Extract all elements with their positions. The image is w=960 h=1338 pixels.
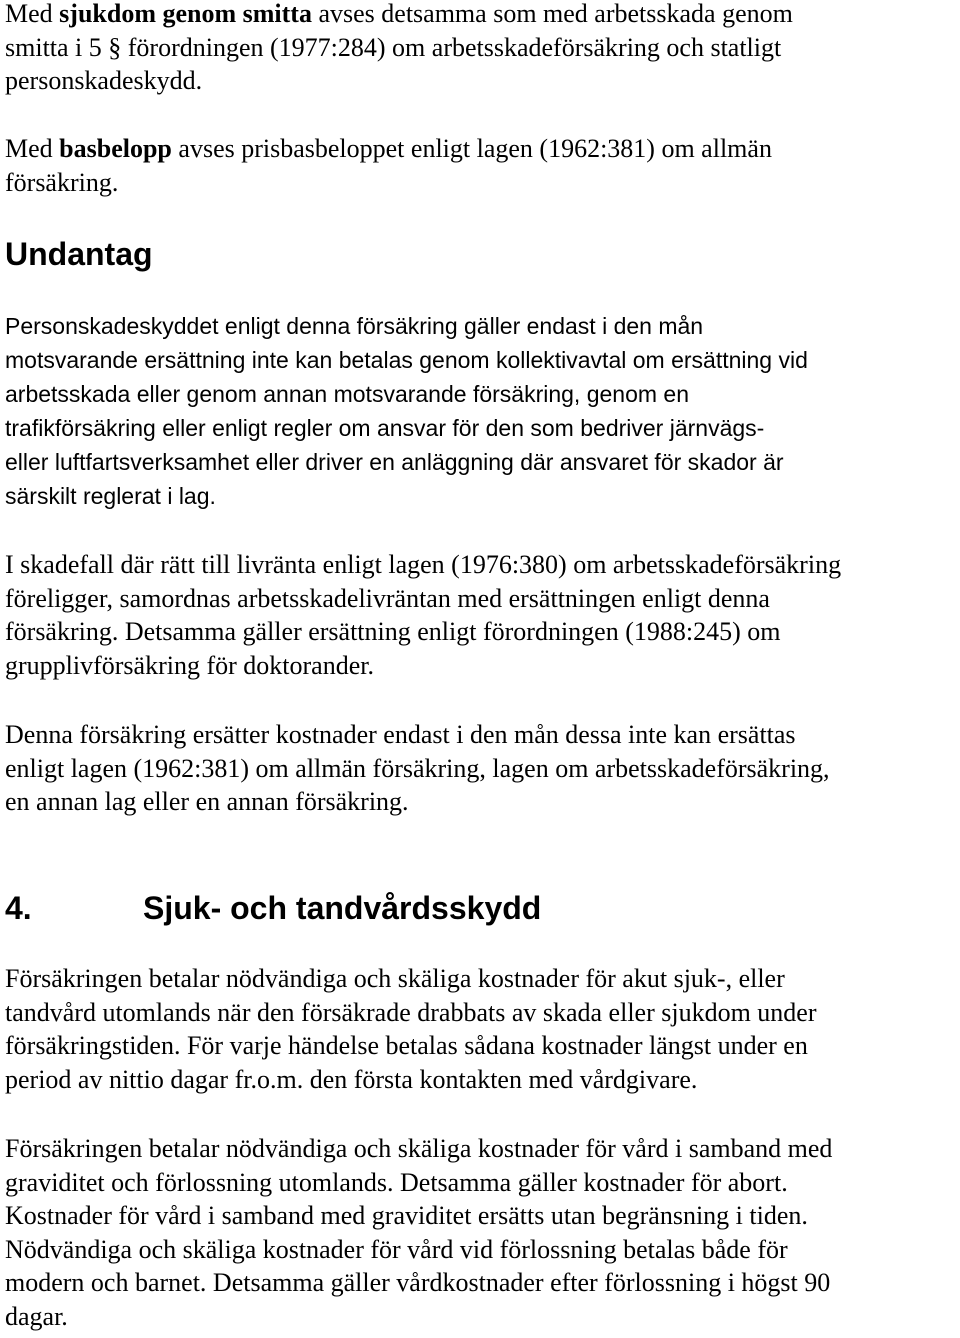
text-line: föreligger, samordnas arbetsskadelivräntan med ersättningen enligt denna (5, 583, 770, 613)
section-title: Sjuk- och tandvårdsskydd (143, 890, 542, 926)
text-line: Försäkringen betalar nödvändiga och skäliga kostnader för vård i samband med (5, 1134, 833, 1163)
samordning-paragraph (5, 548, 841, 682)
text-line: smitta i 5 § förordningen (1977:284) om arbetsskadeförsäkring och statligt (5, 32, 782, 62)
text-line: Med basbelopp avses prisbasbeloppet enligt lagen (1962:381) om allmän (5, 134, 772, 163)
text-line: I skadefall där rätt till livränta enligt lagen (1976:380) om arbetsskadeförsäkring (5, 550, 842, 579)
text-line: Personskadeskyddet enligt denna försäkring gäller endast i den mån (5, 313, 704, 339)
definition-basbelopp (5, 132, 772, 199)
text-line: trafikförsäkring eller enligt regler om ansvar för den som bedriver järnvägs- (5, 415, 765, 441)
text-line: försäkring. (5, 167, 119, 197)
section-number: 4. (5, 890, 32, 926)
text-line: Denna försäkring ersätter kostnader endast i den mån dessa inte kan ersättas (5, 720, 796, 749)
text-line: modern och barnet. Detsamma gäller vårdkostnader efter förlossning i högst 90 (5, 1268, 831, 1298)
undantag-paragraph (5, 309, 808, 513)
text-line: personskadeskydd. (5, 66, 203, 96)
text-line: försäkring. Detsamma gäller ersättning enligt förordningen (1988:245) om (5, 617, 781, 647)
bold-term: sjukdom genom smitta (59, 0, 312, 28)
text-line: tandvård utomlands när den försäkrade drabbats av skada eller sjukdom under (5, 997, 817, 1027)
text-line: särskilt reglerat i lag. (5, 483, 216, 509)
text-line: en annan lag eller en annan försäkring. (5, 787, 409, 817)
text-line: Nödvändiga och skäliga kostnader för vård vid förlossning betalas både för (5, 1234, 788, 1264)
text-line: motsvarande ersättning inte kan betalas genom kollektivavtal om ersättning vid (5, 347, 808, 373)
definition-sjukdom-genom-smitta (5, 0, 793, 98)
text-line: Försäkringen betalar nödvändiga och skäliga kostnader för akut sjuk-, eller (5, 964, 785, 993)
bold-term: basbelopp (59, 134, 172, 163)
graviditet-paragraph (5, 1132, 832, 1334)
text-line: eller luftfartsverksamhet eller driver en anläggning där ansvaret för skador är (5, 449, 784, 475)
text-line: period av nittio dagar fr.o.m. den första kontakten med vårdgivare. (5, 1064, 698, 1094)
text-line: grupplivförsäkring för doktorander. (5, 650, 374, 680)
text-line: arbetsskada eller genom annan motsvarande försäkring, genom en (5, 381, 690, 407)
akut-vard-paragraph (5, 962, 817, 1096)
text-line: Med sjukdom genom smitta avses detsamma som med arbetsskada genom (5, 0, 793, 28)
text-line: Kostnader för vård i samband med graviditet ersätts utan begränsning i tiden. (5, 1201, 808, 1231)
text-line: enligt lagen (1962:381) om allmän försäkring, lagen om arbetsskadeförsäkring, (5, 753, 830, 783)
text-line: försäkringstiden. För varje händelse betalas sådana kostnader längst under en (5, 1031, 808, 1061)
kostnader-paragraph (5, 718, 830, 819)
text-line: graviditet och förlossning utomlands. Detsamma gäller kostnader för abort. (5, 1167, 788, 1197)
text-line: dagar. (5, 1301, 68, 1331)
heading-undantag: Undantag (5, 236, 153, 272)
